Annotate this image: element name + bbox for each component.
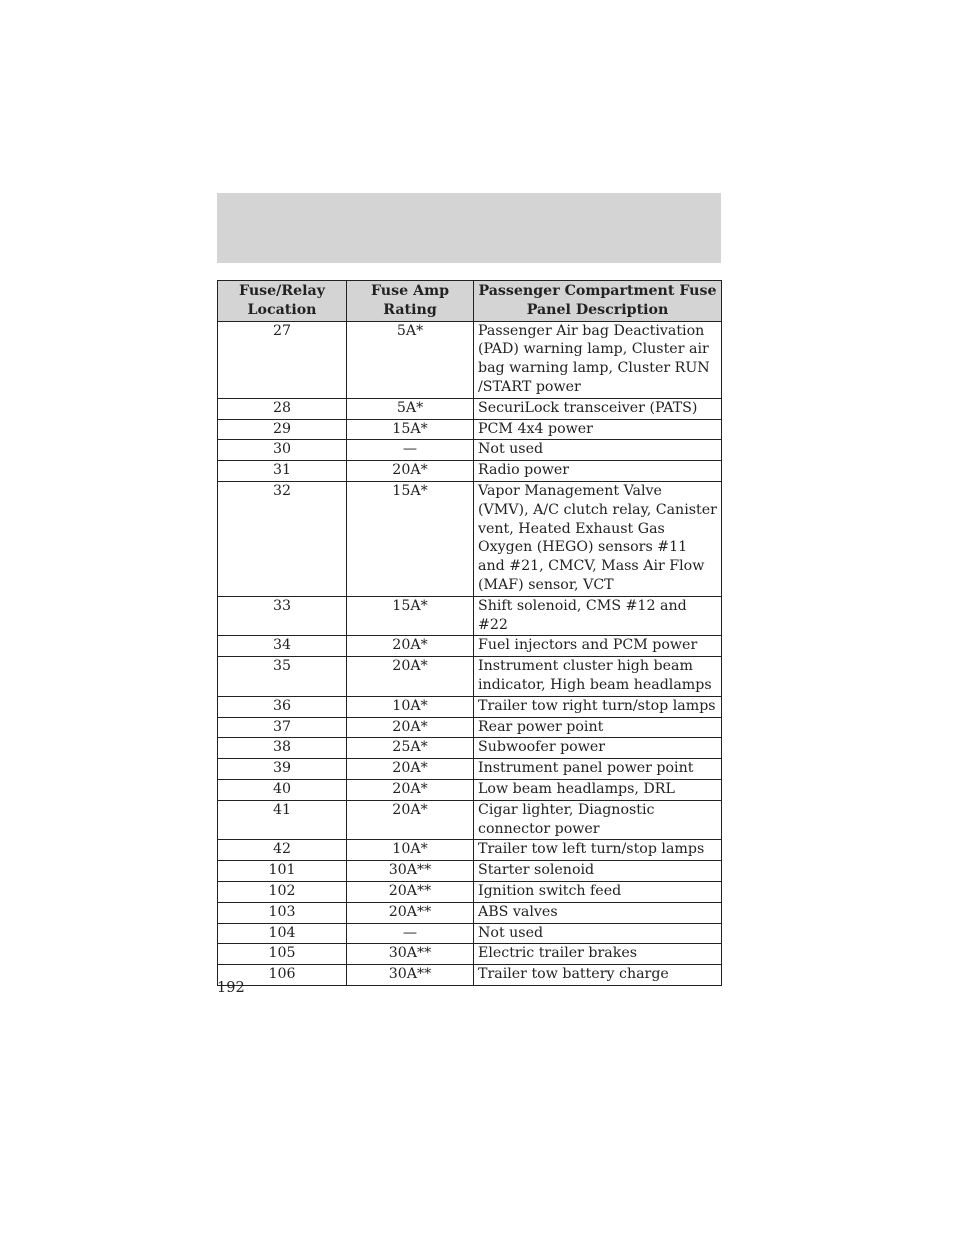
fuse-location-cell: 28: [218, 398, 347, 419]
table-row: [218, 419, 722, 440]
fuse-rating-cell: 15A*: [347, 419, 474, 440]
fuse-location-cell: 37: [218, 717, 347, 738]
fuse-description-cell: Instrument cluster high beam indicator, High beam headlamps: [474, 657, 722, 697]
table-row: [218, 779, 722, 800]
fuse-description-cell: Low beam headlamps, DRL: [474, 779, 722, 800]
table-row: [218, 657, 722, 697]
table-row: [218, 800, 722, 840]
fuse-location-cell: 38: [218, 738, 347, 759]
fuse-description-cell: Not used: [474, 440, 722, 461]
table-row: [218, 321, 722, 398]
fuse-rating-cell: 20A*: [347, 636, 474, 657]
fuse-location-cell: 34: [218, 636, 347, 657]
fuse-location-cell: 29: [218, 419, 347, 440]
fuse-rating-cell: 20A*: [347, 779, 474, 800]
fuse-location-cell: 31: [218, 461, 347, 482]
fuse-rating-cell: 20A*: [347, 800, 474, 840]
table-row: [218, 923, 722, 944]
table-row: [218, 738, 722, 759]
table-row: [218, 696, 722, 717]
fuse-rating-cell: 20A*: [347, 717, 474, 738]
fuse-description-cell: Ignition switch feed: [474, 881, 722, 902]
fuse-rating-cell: 20A*: [347, 657, 474, 697]
fuse-description-cell: Fuel injectors and PCM power: [474, 636, 722, 657]
fuse-description-cell: Instrument panel power point: [474, 759, 722, 780]
fuse-rating-cell: 10A*: [347, 696, 474, 717]
table-row: [218, 902, 722, 923]
table-row: [218, 944, 722, 965]
fuse-location-cell: 27: [218, 321, 347, 398]
fuse-description-cell: Subwoofer power: [474, 738, 722, 759]
fuse-location-cell: 41: [218, 800, 347, 840]
header-description: Passenger Compartment Fuse Panel Description: [474, 281, 722, 322]
fuse-rating-cell: 15A*: [347, 596, 474, 636]
fuse-rating-cell: 5A*: [347, 321, 474, 398]
fuse-rating-cell: 30A**: [347, 965, 474, 986]
table-row: [218, 840, 722, 861]
fuse-description-cell: Not used: [474, 923, 722, 944]
fuse-rating-cell: —: [347, 923, 474, 944]
fuse-location-cell: 42: [218, 840, 347, 861]
table-row: [218, 636, 722, 657]
fuse-location-cell: 39: [218, 759, 347, 780]
fuse-description-cell: Shift solenoid, CMS #12 and #22: [474, 596, 722, 636]
table-row: [218, 596, 722, 636]
fuse-location-cell: 103: [218, 902, 347, 923]
fuse-location-cell: 105: [218, 944, 347, 965]
fuse-rating-cell: 10A*: [347, 840, 474, 861]
table-row: [218, 965, 722, 986]
fuse-description-cell: PCM 4x4 power: [474, 419, 722, 440]
fuse-rating-cell: 20A*: [347, 461, 474, 482]
fuse-location-cell: 36: [218, 696, 347, 717]
fuse-location-cell: 33: [218, 596, 347, 636]
fuse-description-cell: Vapor Management Valve (VMV), A/C clutch relay, Canister vent, Heated Exhaust Gas Oxygen (HEGO) sensors #11 and #21, CMCV, Mass Air Flow (MAF) sensor, VCT: [474, 481, 722, 596]
fuse-description-cell: Rear power point: [474, 717, 722, 738]
fuse-rating-cell: 20A**: [347, 902, 474, 923]
fuse-rating-cell: 30A**: [347, 861, 474, 882]
fuse-table: [217, 280, 722, 986]
fuse-rating-cell: 25A*: [347, 738, 474, 759]
fuse-rating-cell: —: [347, 440, 474, 461]
fuse-description-cell: ABS valves: [474, 902, 722, 923]
table-row: [218, 881, 722, 902]
table-row: [218, 717, 722, 738]
fuse-rating-cell: 15A*: [347, 481, 474, 596]
header-band: [217, 193, 721, 263]
fuse-rating-cell: 20A**: [347, 881, 474, 902]
fuse-location-cell: 35: [218, 657, 347, 697]
fuse-description-cell: Radio power: [474, 461, 722, 482]
fuse-location-cell: 40: [218, 779, 347, 800]
fuse-description-cell: Trailer tow left turn/stop lamps: [474, 840, 722, 861]
fuse-description-cell: Passenger Air bag Deactivation (PAD) warning lamp, Cluster air bag warning lamp, Cluster RUN /START power: [474, 321, 722, 398]
fuse-location-cell: 104: [218, 923, 347, 944]
fuse-location-cell: 102: [218, 881, 347, 902]
header-fuse-relay-location: Fuse/Relay Location: [218, 281, 347, 322]
fuse-rating-cell: 30A**: [347, 944, 474, 965]
fuse-description-cell: Trailer tow right turn/stop lamps: [474, 696, 722, 717]
header-fuse-amp-rating: Fuse Amp Rating: [347, 281, 474, 322]
fuse-rating-cell: 5A*: [347, 398, 474, 419]
fuse-location-cell: 106: [218, 965, 347, 986]
fuse-description-cell: Electric trailer brakes: [474, 944, 722, 965]
table-row: [218, 759, 722, 780]
table-row: [218, 861, 722, 882]
fuse-description-cell: Cigar lighter, Diagnostic connector power: [474, 800, 722, 840]
fuse-location-cell: 32: [218, 481, 347, 596]
fuse-description-cell: SecuriLock transceiver (PATS): [474, 398, 722, 419]
table-row: [218, 398, 722, 419]
fuse-location-cell: 30: [218, 440, 347, 461]
table-row: [218, 440, 722, 461]
page-number: 192: [217, 980, 245, 996]
table-header-row: [218, 281, 722, 322]
table-row: [218, 481, 722, 596]
fuse-description-cell: Trailer tow battery charge: [474, 965, 722, 986]
fuse-description-cell: Starter solenoid: [474, 861, 722, 882]
fuse-rating-cell: 20A*: [347, 759, 474, 780]
fuse-location-cell: 101: [218, 861, 347, 882]
table-row: [218, 461, 722, 482]
